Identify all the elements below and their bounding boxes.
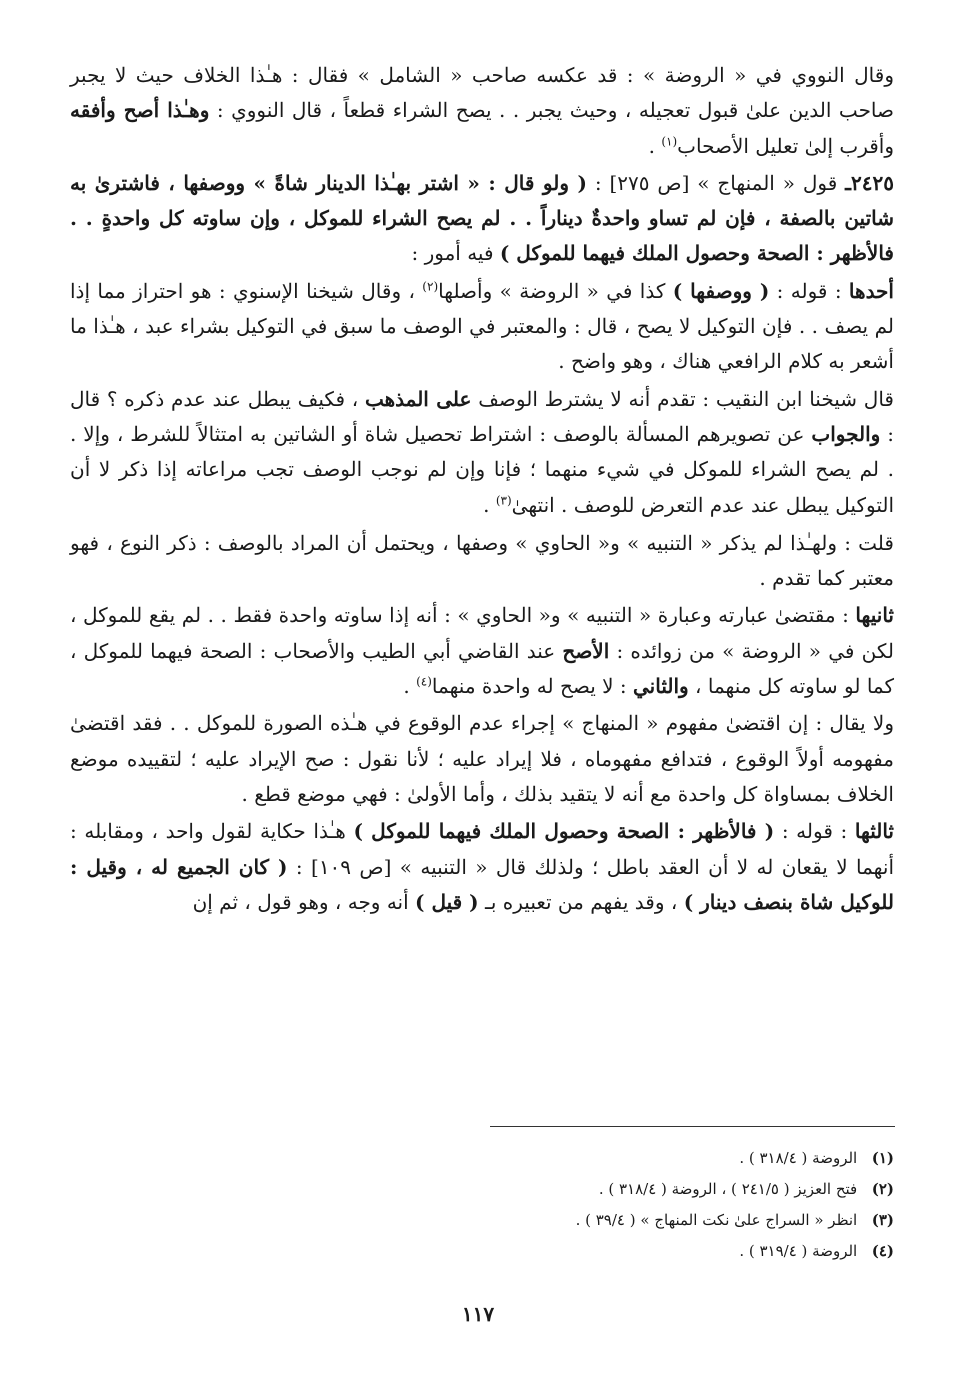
text-run: قال شيخنا ابن النقيب : تقدم أنه لا يشترط الوصف: [471, 386, 894, 411]
footnote-number: (١): [871, 1149, 894, 1167]
page-number: ١١٧: [461, 1302, 495, 1326]
paragraph-5: [70, 526, 894, 597]
bold-text: على المذهب: [364, 386, 472, 411]
bold-text: الأصح: [562, 638, 610, 663]
bold-text: ( ولو قال : « اشتر بهـٰذا الدينار شاةً » ووصفها ، فاشترىٰ به شاتين بالصفة ، فإن لم تساو واحدةٌ ديناراً . . لم يصح الشراء للموكل ، وإن ساوته كل واحدةٍ . . فالأظهر : الصحة وحصول الملك فيهما للموكل ): [70, 170, 894, 266]
bold-text: ثانيها: [855, 603, 894, 628]
footnote-separator: [490, 1126, 895, 1127]
bold-text: والثاني: [633, 674, 689, 699]
bold-text: ( قيل ): [415, 889, 479, 914]
footnote-number: (٣): [871, 1211, 894, 1229]
bold-text: ( فالأظهر : الصحة وحصول الملك فيهما للموكل ): [353, 819, 775, 844]
text-run: : لا يصح له واحدة منهما: [431, 674, 634, 699]
text-run: وقال النووي في « الروضة » : قد عكسه صاحب « الشامل » فقال : هـٰذا الخلاف حيث لا يجبر صاحب الدين علىٰ قبول تعجيله ، وحيث يجبر . . يصح الشراء قطعاً ، قال النووي :: [70, 63, 895, 123]
footnote-ref: (٣): [495, 492, 512, 507]
bold-text: والجواب: [811, 421, 881, 446]
text-run: ، وقال شيخنا الإسنوي : هو احتراز مما إذا لم يصف . . فإن التوكيل لا يصح ، قال : والمعتبر في الوصف ما سبق في التوكيل بشراء عبد ، هـٰذا ما أشعر به كلام الرافعي هناك ، وهو واضح .: [70, 278, 894, 374]
bold-text: أحدها: [848, 278, 894, 303]
footnote-3: [576, 1205, 894, 1236]
paragraph-1: [70, 58, 894, 164]
footnote-text: انظر « السراج علىٰ نكت المنهاج » ( ٣٩/٤ ) .: [575, 1211, 858, 1229]
text-run: .: [403, 674, 417, 699]
text-run: كذا في « الروضة » وأصلها: [438, 278, 673, 303]
footnote-4: [576, 1236, 894, 1267]
paragraph-6: [70, 598, 894, 704]
text-run: ، وقد يفهم من تعبيره بـ: [478, 889, 684, 914]
bold-text: ( ووصفها ): [672, 278, 770, 303]
text-run: : مقتضىٰ عبارته وعبارة « التنبيه » و« الحاوي » : أنه إذا ساوته واحدة فقط . . لم يقع للموكل ، لكن في « الروضة » من زوائده :: [70, 603, 894, 663]
text-run: : قوله :: [769, 278, 849, 303]
footnote-number: (٤): [871, 1242, 894, 1260]
bold-text: ( كان الجميع له ، وقيل : للوكيل شاة بنصف دينار ): [70, 854, 894, 914]
footnote-number: (٢): [871, 1180, 894, 1198]
text-run: : قوله :: [774, 819, 855, 844]
text-run: ، فكيف يبطل عند عدم ذكره ؟ قال :: [70, 386, 894, 446]
footnote-1: [576, 1143, 894, 1174]
text-run: فيه أمور :: [411, 241, 500, 266]
bold-text: ثالثها: [854, 819, 894, 844]
text-run: ولا يقال : إن اقتضىٰ مفهوم « المنهاج » إجراء عدم الوقوع في هـٰذه الصورة للموكل . . فقد اقتضىٰ مفهومه أولاً الوقوع ، فتدافع مفهوماه ، فلا إيراد عليه ؛ لأنا نقول : صح الإيراد عليه ؛ لتقييده موضع الخلاف بمساواة كل واحدة مع أنه لا يتقيد بذلك ، وأما الأولىٰ : فهي موضع قطع .: [70, 711, 894, 806]
text-run: هـٰذا حكاية لقول واحد ، ومقابله : أنهما لا يقعان له لا أن العقد باطل ؛ ولذلك قال « التنبيه » [ص ١٠٩] :: [70, 819, 894, 879]
page-body: [70, 58, 894, 920]
bold-text: ٢٤٢٥ـ: [845, 170, 894, 195]
text-run: .: [648, 133, 662, 158]
footnote-2: [576, 1174, 894, 1205]
text-run: قلت : ولهـٰذا لم يذكر « التنبيه » و« الحاوي » وصفها ، ويحتمل أن المراد بالوصف : ذكر النوع ، فهو معتبر كما تقدم .: [70, 530, 894, 591]
footnote-ref: (١): [661, 133, 678, 148]
paragraph-4: [70, 382, 894, 523]
paragraph-7: [70, 706, 894, 812]
paragraph-3: [70, 274, 894, 380]
text-run: عن تصويرهم المسألة بالوصف : اشتراط تحصيل شاة أو الشاتين به امتثالاً للشرط ، وإلا . . لم يصح الشراء للموكل في شيء منهما ؛ فإنا وإن لم نوجب الوصف تجب مراعاته إذا ذكر لا أن التوكيل يبطل عند عدم التعرض للوصف . انتهىٰ: [70, 421, 894, 517]
text-run: عند القاضي أبي الطيب والأصحاب : الصحة فيهما للموكل ، كما لو ساوته كل منهما ،: [70, 638, 894, 699]
text-run: وأقرب إلىٰ تعليل الأصحاب: [677, 133, 894, 158]
main-text: [70, 58, 894, 920]
footnote-text: الروضة ( ٣١٨/٤ ) .: [739, 1149, 858, 1167]
footnote-text: فتح العزيز ( ٢٤١/٥ ) ، الروضة ( ٣١٨/٤ ) .: [598, 1180, 858, 1198]
footnote-ref: (٢): [422, 279, 439, 294]
paragraph-8: [70, 814, 894, 920]
text-run: قول « المنهاج » [ص ٢٧٥] :: [586, 170, 846, 195]
text-run: أنه وجه ، وهو قول ، ثم إن: [192, 889, 416, 914]
text-run: .: [483, 492, 496, 517]
footnote-ref: (٤): [416, 674, 432, 689]
paragraph-2: [70, 166, 894, 272]
bold-text: وهـٰذا أصح وأفقه: [70, 98, 210, 123]
footnote-text: الروضة ( ٣١٩/٤ ) .: [739, 1242, 858, 1260]
footnotes: [576, 1143, 894, 1267]
